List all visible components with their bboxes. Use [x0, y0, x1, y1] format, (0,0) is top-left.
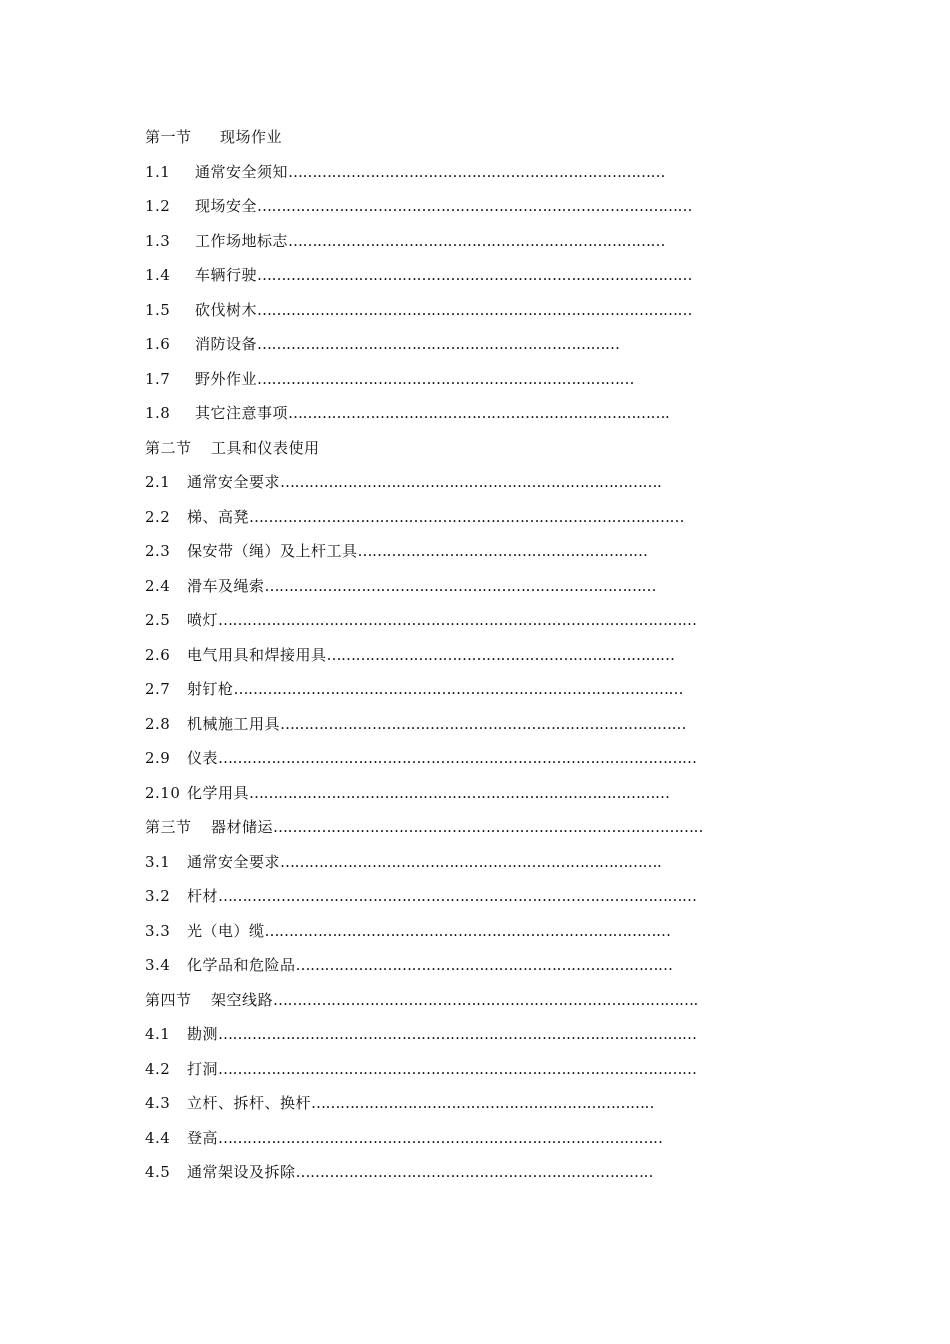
toc-entry-leader: ………………………………………………………………… [257, 335, 620, 353]
toc-entry-number: 2.1 [145, 473, 171, 491]
toc-entry-title: 野外作业 [195, 369, 258, 388]
toc-entry [145, 229, 665, 253]
toc-entry-number: 2.9 [145, 749, 171, 767]
toc-entry-leader: ……………………………………………………………………………. [273, 990, 698, 1009]
toc-entry-title: 喷灯 [187, 611, 219, 629]
toc-entry-number: 1.6 [145, 335, 171, 353]
toc-entry-number: 3.4 [145, 956, 171, 974]
toc-entry [145, 160, 665, 184]
toc-entry-title: 通常架设及拆除 [187, 1163, 296, 1181]
toc-entry-number: 4.4 [145, 1128, 171, 1147]
toc-entry-title: 仪表 [187, 749, 219, 767]
toc-entry [145, 919, 671, 943]
toc-entry [145, 781, 670, 805]
toc-entry-leader: ……………………………………………………………………………… [257, 266, 693, 284]
toc-entry [145, 470, 661, 494]
toc-entry-leader: ……………………………………………………………‥ [311, 1094, 655, 1112]
toc-entry-title: 勘测 [187, 1025, 219, 1043]
toc-entry-title: 砍伐树木 [195, 300, 258, 319]
toc-entry [145, 608, 697, 632]
toc-entry [145, 1022, 697, 1046]
toc-entry-number: 2.5 [145, 611, 171, 629]
toc-entry-title: 登高 [187, 1128, 219, 1147]
toc-entry-leader: ……………………………………………………………………. [288, 404, 670, 422]
toc-entry-number: 2.10 [145, 783, 181, 802]
toc-entry-number: 1.5 [145, 300, 171, 319]
toc-entry-number: 1.1 [145, 162, 171, 181]
toc-entry-title: 工具和仪表使用 [211, 438, 320, 457]
toc-entry [145, 298, 692, 322]
toc-entry [145, 643, 675, 667]
toc-entry-title: 光（电）缆 [187, 921, 265, 940]
toc-entry-number: 第一节 [145, 128, 192, 146]
toc-entry-number: 1.3 [145, 231, 171, 250]
toc-entry-title: 射钉枪 [187, 680, 234, 698]
toc-entry-title: 现场作业 [220, 128, 283, 146]
toc-entry-title: 杆材 [187, 887, 219, 905]
toc-entry-number: 3.3 [145, 921, 171, 940]
toc-entry-number: 4.5 [145, 1163, 171, 1181]
toc-entry-leader: ………………………………………………………………………………… [233, 680, 684, 698]
toc-entry-leader: ……………………………………………………………………………………… [218, 611, 697, 629]
toc-entry-number: 2.4 [145, 576, 171, 595]
toc-entry [145, 746, 697, 770]
toc-entry-title: 电气用具和焊接用具 [187, 645, 327, 664]
toc-entry-number: 2.8 [145, 714, 171, 733]
toc-entry-leader: ……………………………………………………………… [326, 645, 675, 664]
toc-entry [145, 401, 669, 425]
toc-entry-leader: ……………………………………………………………………………………… [218, 1025, 697, 1043]
toc-entry [145, 263, 692, 287]
toc-entry-number: 2.6 [145, 645, 171, 664]
toc-entry [145, 953, 673, 977]
toc-entry-number: 4.2 [145, 1059, 171, 1078]
toc-entry-leader: …………………………………………………………………… [257, 369, 635, 388]
toc-entry-leader: …………………………………………………………………… [288, 231, 666, 250]
toc-entry-number: 2.3 [145, 542, 171, 560]
toc-entry-title: 立杆、拆杆、换杆 [187, 1094, 312, 1112]
toc-entry-leader: ……………………………………………………………………………… [249, 507, 685, 526]
toc-entry-title: 器材储运 [211, 818, 274, 836]
toc-entry [145, 988, 698, 1012]
toc-entry-title: 通常安全须知 [195, 162, 289, 181]
toc-entry-number: 4.3 [145, 1094, 171, 1112]
toc-entry-title: 化学用具 [187, 783, 250, 802]
toc-entry-number: 1.2 [145, 197, 171, 215]
toc-entry [145, 505, 684, 529]
toc-entry [145, 332, 620, 356]
toc-entry [145, 815, 703, 839]
toc-entry-leader: …………………………………………………………………………… [249, 783, 670, 802]
toc-entry-leader: ……………………………………………………………………………‥ [273, 818, 704, 836]
toc-entry-leader: ……………………………………………………………………………… [257, 197, 693, 215]
toc-entry-number: 第二节 [145, 438, 192, 457]
toc-entry [145, 194, 692, 218]
toc-entry [145, 436, 320, 460]
toc-entry-leader: …………………………………………………………………… [295, 956, 673, 974]
toc-entry-title: 工作场地标志 [195, 231, 289, 250]
toc-entry-leader: ……………………………………………………………………… [264, 576, 657, 595]
toc-entry-title: 滑车及绳索 [187, 576, 265, 595]
toc-entry [145, 850, 661, 874]
toc-entry [145, 712, 686, 736]
toc-entry-number: 3.1 [145, 852, 171, 871]
toc-entry-title: 架空线路 [211, 990, 274, 1009]
toc-entry [145, 677, 683, 701]
toc-entry [145, 574, 656, 598]
toc-entry [145, 539, 648, 563]
toc-entry-leader: ………………………………………………………………‥ [295, 1163, 654, 1181]
toc-entry-leader: …………………………………………………………………… [288, 162, 666, 181]
toc-entry-title: 保安带（绳）及上杆工具 [187, 542, 358, 560]
toc-entry [145, 1126, 663, 1150]
toc-entry-number: 1.4 [145, 266, 171, 284]
toc-entry-leader: ……………………………………………………………………………………… [218, 887, 697, 905]
toc-entry-title: 车辆行驶 [195, 266, 258, 284]
toc-entry-number: 3.2 [145, 887, 171, 905]
toc-entry-number: 1.8 [145, 404, 171, 422]
toc-entry-title: 通常安全要求 [187, 473, 281, 491]
toc-entry-title: 打洞 [187, 1059, 219, 1078]
toc-entry-number: 第三节 [145, 818, 192, 836]
toc-entry [145, 125, 282, 149]
toc-entry-title: 机械施工用具 [187, 714, 281, 733]
toc-entry-number: 第四节 [145, 990, 192, 1009]
toc-entry-number: 2.2 [145, 507, 171, 526]
toc-entry-leader: ………………………………………………………………………… [264, 921, 671, 940]
toc-entry-number: 2.7 [145, 680, 171, 698]
toc-entry [145, 1057, 697, 1081]
toc-entry-leader: ………………………………………………………………………… [280, 714, 687, 733]
toc-entry-title: 其它注意事项 [195, 404, 289, 422]
toc-entry-title: 通常安全要求 [187, 852, 281, 871]
toc-entry-leader: ……………………………………………………………………. [280, 852, 662, 871]
toc-entry-leader: ………………………………………………………………………………‥ [218, 1128, 663, 1147]
toc-entry [145, 367, 634, 391]
toc-entry-title: 梯、高凳 [187, 507, 250, 526]
toc-entry-title: 现场安全 [195, 197, 258, 215]
toc-entry-title: 消防设备 [195, 335, 258, 353]
toc-entry-number: 4.1 [145, 1025, 171, 1043]
toc-entry [145, 884, 697, 908]
toc-entry-leader: ……………………………………………………………………………………… [218, 749, 697, 767]
toc-entry-leader: …………………………………………………… [357, 542, 648, 560]
toc-entry-leader: ……………………………………………………………………………… [257, 300, 693, 319]
toc-entry [145, 1160, 653, 1184]
toc-entry-title: 化学品和危险品 [187, 956, 296, 974]
toc-entry [145, 1091, 654, 1115]
toc-entry-leader: ……………………………………………………………………………………… [218, 1059, 697, 1078]
toc-entry-leader: ……………………………………………………………………. [280, 473, 662, 491]
toc-entry-number: 1.7 [145, 369, 171, 388]
